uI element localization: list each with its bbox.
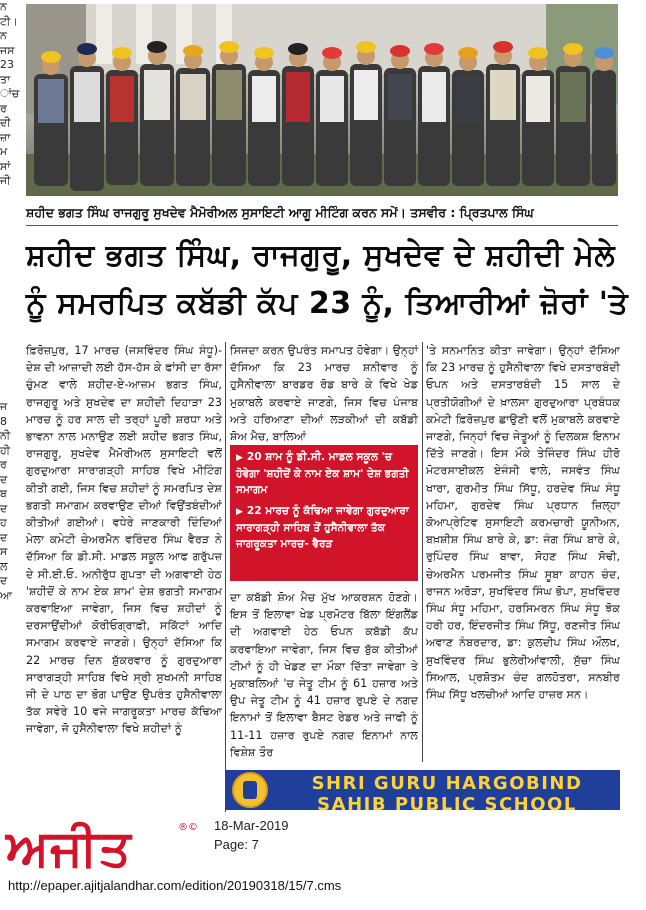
article-column-2-bottom: ਦਾ ਕਬੱਡੀ ਸ਼ੋਅ ਮੈਚ ਮੁੱਖ ਆਕਰਸ਼ਨ ਹੋਣਗੇ। ਇਸ ਤੋਂ ਇਲਾਵਾ ਖੇਡ ਪ੍ਰਮੋਟਰ ਬਿੱਲਾ ਇੰਗਲੈਂਡ ਦੀ ਅਗਵਾਈ ਹੇਠ ਓਪਨ ਕਬੱਡੀ ਕੱਪ ਕਰਵਾਇਆ ਜਾਵੇਗਾ, ਜਿਸ ਵਿਚ ਬੁੱਕ ਕੀਤੀਆਂ ਟੀਮਾਂ ਨੂੰ ਹੀ ਖੇਡਣ ਦਾ ਮੌਕਾ ਦਿੱਤਾ ਜਾਵੇਗਾ ਤੇ ਮੁਕਾਬਲਿਆਂ 'ਚ ਜੇਤੂ ਟੀਮ ਨੂੰ 61 ਹਜ਼ਾਰ ਅਤੇ ਉਪ ਜੇਤੂ ਟੀਮ ਨੂੰ 41 ਹਜ਼ਾਰ ਰੁਪਏ ਦੇ ਨਗਦ ਇਨਾਮਾਂ ਤੋਂ ਇਲਾਵਾ ਬੈਸਟ ਰੇਡਰ ਅਤੇ ਜਾਫੀ ਨੂੰ 11-11 ਹਜ਼ਾਰ ਰੁਪਏ ਨਗਦ ਇਨਾਮਾਂ ਨਾਲ ਵਿਸ਼ੇਸ਼ ਤੌਰ: [230, 591, 418, 759]
highlight-box: [230, 445, 418, 581]
highlight-item-1-text: 20 ਸ਼ਾਮ ਨੂੰ ਡੀ.ਸੀ. ਮਾਡਲ ਸਕੂਲ 'ਚ ਹੋਵੇਗਾ 'ਸ਼ਹੀਦੋਂ ਕੇ ਨਾਮ ਏਕ ਸ਼ਾਮ' ਦੇਸ਼ ਭਗਤੀ ਸਮਾਗਮ: [236, 451, 409, 496]
school-logo-icon: [232, 772, 268, 808]
school-advertisement[interactable]: [226, 770, 620, 815]
bullet-icon: ▶: [236, 453, 243, 463]
ad-line-2: SAHIB PUBLIC SCHOOL: [317, 794, 577, 815]
source-url[interactable]: http://epaper.ajitjalandhar.com/edition/20190318/15/7.cms: [8, 878, 342, 893]
article-headline: [26, 232, 629, 328]
group-photo: [26, 4, 618, 196]
registered-mark: ®©: [178, 822, 198, 833]
previous-column-fragment-lower: ਜ 8 ਨੀ ਹੀ ਰ ਦ ਬ ਦ ਹ ਦ ਸ ਲ ਦ ਆ: [0, 400, 12, 602]
article-column-2-top: ਸਿਜਦਾ ਕਰਨ ਉਪਰੰਤ ਸਮਾਪਤ ਹੋਵੇਗਾ। ਉਨ੍ਹਾਂ ਦੱਸਿਆ ਕਿ 23 ਮਾਰਚ ਸ਼ਨੀਵਾਰ ਨੂੰ ਹੁਸੈਨੀਵਾਲਾ ਬਾਰਡਰ ਰੋਡ ਬਾਰੇ ਕੇ ਵਿਖੇ ਖੇਡ ਮੁਕਾਬਲੇ ਕਰਵਾਏ ਜਾਣਗੇ, ਜਿਸ ਵਿਚ ਪੰਜਾਬ ਅਤੇ ਹਰਿਆਣਾ ਦੀਆਂ ਲੜਕੀਆਂ ਦੀ ਕਬੱਡੀ ਸ਼ੋਅ ਮੈਚ, ਬਾਲਿਆਂ: [230, 344, 418, 444]
ad-line-1: SHRI GURU HARGOBIND: [311, 773, 583, 794]
bullet-icon: ▶: [236, 507, 243, 517]
highlight-item-1: [236, 449, 412, 498]
headline-line-2: ਨੂੰ ਸਮਰਪਿਤ ਕਬੱਡੀ ਕੱਪ 23 ਨੂੰ, ਤਿਆਰੀਆਂ ਜ਼ੋਰਾਂ 'ਤੇ: [26, 286, 629, 321]
article-column-1: ਫ਼ਿਰੋਜ਼ਪੁਰ, 17 ਮਾਰਚ (ਜਸਵਿੰਦਰ ਸਿੰਘ ਸੰਧੂ)- ਦੇਸ਼ ਦੀ ਆਜ਼ਾਦੀ ਲਈ ਹੱਸ-ਹੱਸ ਕੇ ਫਾਂਸੀ ਦਾ ਰੱਸਾ ਚੁੰਮਣ ਵਾਲੇ ਸ਼ਹੀਦ-ਏ-ਆਜ਼ਮ ਭਗਤ ਸਿੰਘ, ਰਾਜਗੁਰੂ ਅਤੇ ਸੁਖਦੇਵ ਦਾ ਸ਼ਹੀਦੀ ਦਿਹਾੜਾ 23 ਮਾਰਚ ਨੂੰ ਹਰ ਸਾਲ ਦੀ ਤਰ੍ਹਾਂ ਪੂਰੀ ਸ਼ਰਧਾ ਅਤੇ ਭਾਵਨਾ ਨਾਲ ਮਨਾਉਣ ਲਈ ਸ਼ਹੀਦ ਭਗਤ ਸਿੰਘ, ਰਾਜਗੁਰੂ, ਸੁਖਦੇਵ ਮੈਮੋਰੀਅਲ ਸੁਸਾਇਟੀ ਵਲੋਂ ਗੁਰਦੁਆਰਾ ਸਾਰਾਗੜ੍ਹੀ ਸਾਹਿਬ ਵਿਖੇ ਮੀਟਿੰਗ ਕੀਤੀ ਗਈ, ਜਿਸ ਵਿਚ ਸ਼ਹੀਦਾਂ ਨੂੰ ਸਮਰਪਿਤ ਦੇਸ਼ ਭਗਤੀ ਸਮਾਗਮ ਕਰਵਾਉਣ ਦੀਆਂ ਵਿਉਂਤਬੰਦੀਆਂ ਕੀਤੀਆਂ ਗਈਆਂ। ਵਧੇਰੇ ਜਾਣਕਾਰੀ ਦਿੰਦਿਆਂ ਮੇਲਾ ਕਮੇਟੀ ਚੇਅਰਮੈਨ ਵਰਿੰਦਰ ਸਿੰਘ ਵੈਰੜ ਨੇ ਦੱਸਿਆ ਕਿ ਡੀ.ਸੀ. ਮਾਡਲ ਸਕੂਲ ਆਫ ਗਰੁੱਪਜ਼ ਦੇ ਸੀ.ਈ.ਓ. ਅਨੀਰੁੱਧ ਗੁਪਤਾ ਦੀ ਅਗਵਾਈ ਹੇਠ 'ਸ਼ਹੀਦੋਂ ਕੇ ਨਾਮ ਏਕ ਸ਼ਾਮ' ਦੇਸ਼ ਭਗਤੀ ਸਮਾਗਮ ਕਰਵਾਇਆ ਜਾਵੇਗਾ, ਜਿਸ ਵਿਚ ਸ਼ਹੀਦਾਂ ਨੂੰ ਦਰਸਾਉਂਦੀਆਂ ਕੋਰੀਓਗ੍ਰਾਫ਼ੀ, ਸਕਿੱਟਾਂ ਆਦਿ ਸਮਾਗਮ ਕਰਵਾਏ ਜਾਣਗੇ। ਉਨ੍ਹਾਂ ਦੱਸਿਆ ਕਿ 22 ਮਾਰਚ ਦਿਨ ਸ਼ੁੱਕਰਵਾਰ ਨੂੰ ਗੁਰਦੁਆਰਾ ਸਾਰਾਗੜ੍ਹੀ ਸਾਹਿਬ ਵਿਖੇ ਸ੍ਰੀ ਸੁਖਮਨੀ ਸਾਹਿਬ ਜੀ ਦੇ ਪਾਠ ਦਾ ਭੋਗ ਪਾਉਣ ਉਪਰੰਤ ਹੁਸੈਨੀਵਾਲਾ ਤੱਕ ਸਵੇਰੇ 10 ਵਜੇ ਜਾਗਰੂਕਤਾ ਮਾਰਚ ਕੱਢਿਆ ਜਾਵੇਗਾ, ਜੋ ਹੁਸੈਨੀਵਾਲਾ ਵਿਖੇ ਸ਼ਹੀਦਾਂ ਨੂੰ: [26, 344, 222, 736]
photo-caption: ਸ਼ਹੀਦ ਭਗਤ ਸਿੰਘ ਰਾਜਗੁਰੂ ਸੁਖਦੇਵ ਮੈਮੋਰੀਅਲ ਸੁਸਾਇਟੀ ਆਗੂ ਮੀਟਿੰਗ ਕਰਨ ਸਮੇਂ। ਤਸਵੀਰ : ਪ੍ਰਿਤਪਾਲ ਸਿੰਘ: [26, 201, 618, 226]
edition-date: 18-Mar-2019: [214, 818, 289, 833]
column-divider: [225, 342, 226, 812]
highlight-item-2: [236, 503, 412, 552]
headline-line-1: ਸ਼ਹੀਦ ਭਗਤ ਸਿੰਘ, ਰਾਜਗੁਰੂ, ਸੁਖਦੇਵ ਦੇ ਸ਼ਹੀਦੀ ਮੇਲੇ: [26, 238, 616, 273]
group-photo-illustration: [26, 4, 618, 196]
article-column-3: 'ਤੇ ਸਨਮਾਨਿਤ ਕੀਤਾ ਜਾਵੇਗਾ। ਉਨ੍ਹਾਂ ਦੱਸਿਆ ਕਿ 23 ਮਾਰਚ ਨੂੰ ਹੁਸੈਨੀਵਾਲਾ ਵਿਖੇ ਦਸਤਾਰਬੰਦੀ ਓਪਨ ਅਤੇ ਦਸਤਾਰਬੰਦੀ 15 ਸਾਲ ਦੇ ਪ੍ਰਤੀਯੋਗੀਆਂ ਦੇ ਖ਼ਾਲਸਾ ਗੁਰਦੁਆਰਾ ਪ੍ਰਬੰਧਕ ਕਮੇਟੀ ਫ਼ਿਰੋਜ਼ਪੁਰ ਛਾਉਣੀ ਵਲੋਂ ਮੁਕਾਬਲੇ ਕਰਵਾਏ ਜਾਣਗੇ, ਜਿਨ੍ਹਾਂ ਵਿਚ ਜੇਤੂਆਂ ਨੂੰ ਦਿਲਕਸ਼ ਇਨਾਮ ਦਿੱਤੇ ਜਾਣਗੇ। ਇਸ ਮੌਕੇ ਤੇਜਿੰਦਰ ਸਿੰਘ ਹੀਰੋ ਮੋਟਰਸਾਈਕਲ ਏਜੰਸੀ ਵਾਲੇ, ਜਸਵੰਤ ਸਿੰਘ ਖਾਰਾ, ਗੁਰਮੀਤ ਸਿੰਘ ਸਿੱਧੂ, ਹਰਦੇਵ ਸਿੰਘ ਸੰਧੂ ਮਹਿਮਾ, ਗੁਰਦੇਵ ਸਿੰਘ ਪ੍ਰਧਾਨ ਜ਼ਿਲ੍ਹਾ ਕੋਆਪ੍ਰੇਟਿਵ ਸੁਸਾਇਟੀ ਕਰਮਚਾਰੀ ਯੂਨੀਅਨ, ਬਖ਼ਸ਼ੀਸ਼ ਸਿੰਘ ਬਾਰੇ ਕੇ, ਡਾ: ਜੰਗ ਸਿੰਘ ਬਾਰੇ ਕੇ, ਰੁਪਿੰਦਰ ਸਿੰਘ ਬਾਵਾ, ਸੋਹਣ ਸਿੰਘ ਸੋਢੀ, ਚੇਅਰਮੈਨ ਪਰਮਜੀਤ ਸਿੰਘ ਸੂਬਾ ਕਾਹਨ ਚੰਦ, ਰਾਜਨ ਅਰੋੜਾ, ਸੁਖਵਿੰਦਰ ਸਿੰਘ ਭੋਪਾ, ਸੁਖਵਿੰਦਰ ਸਿੰਘ ਸੰਧੂ ਮਹਿਮਾ, ਹਰਸਿਮਰਨ ਸਿੰਘ ਸੰਧੂ ਝੋਕ ਹਰੀ ਹਰ, ਇੰਦਰਜੀਤ ਸਿੰਘ ਸਿੱਧੂ, ਰਣਜੀਤ ਸਿੰਘ ਅਵਾਣ ਨੰਬਰਦਾਰ, ਡਾ: ਕੁਲਦੀਪ ਸਿੰਘ ਔਲਖ, ਸੁਖਵਿੰਦਰ ਸਿੰਘ ਭੁਲੇਰੀਆਂਵਾਲੀ, ਸੁੱਚਾ ਸਿੰਘ ਸਿਆਲ, ਪ੍ਰਸ਼ੋਤਮ ਚੰਦ ਗਲਹੋਤਰਾ, ਸਨਬੀਰ ਸਿੰਘ ਸਿੱਧੂ ਖਲਚੀਆਂ ਆਦਿ ਹਾਜ਼ਰ ਸਨ।: [426, 344, 620, 702]
previous-column-fragment: ਨ ਟੀ। ਨ ਜਸ 23 ਤਾ ਾਂਚ ਰ ਦੀ ਜ਼ਾ ਮ ਸਾਂ ਜੀ: [0, 0, 20, 187]
page-number: Page: 7: [214, 837, 259, 852]
column-divider: [422, 342, 423, 762]
newspaper-masthead: ਅਜੀਤ: [6, 819, 132, 877]
highlight-item-2-text: 22 ਮਾਰਚ ਨੂੰ ਕੱਢਿਆ ਜਾਵੇਗਾ ਗੁਰਦੁਆਰਾ ਸਾਰਾਗੜ੍ਹੀ ਸਾਹਿਬ ਤੋਂ ਹੁਸੈਨੀਵਾਲਾ ਤੱਕ ਜਾਗਰੂਕਤਾ ਮਾਰਚ- ਵੈਰੜ: [236, 505, 409, 550]
